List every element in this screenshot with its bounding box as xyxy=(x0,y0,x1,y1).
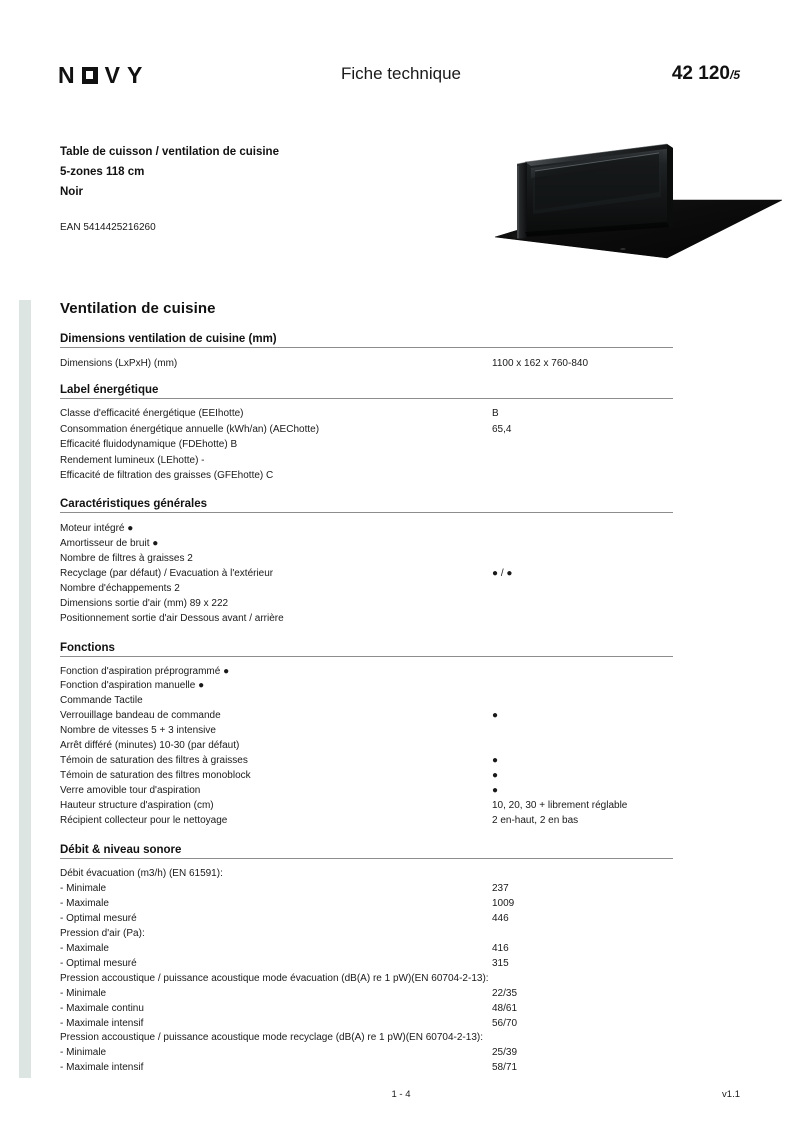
spec-label: - Maximale intensif xyxy=(60,1017,144,1029)
spec-value: 58/71 xyxy=(492,1062,518,1074)
section-airflow-noise xyxy=(60,844,673,1076)
spec-row xyxy=(60,581,673,596)
spec-row xyxy=(60,665,673,680)
spec-label: - Maximale xyxy=(60,898,109,910)
spec-row xyxy=(60,754,673,769)
spec-value: B xyxy=(492,408,499,419)
page-number: 1 - 4 xyxy=(391,1089,411,1100)
spec-value: 56/70 xyxy=(492,1017,518,1029)
specifications-content xyxy=(60,300,673,1076)
product-image xyxy=(487,140,782,260)
spec-label: Hauteur structure d'aspiration (cm) xyxy=(60,799,214,811)
logo-letter-v: V xyxy=(104,61,120,88)
section-heading: Débit & niveau sonore xyxy=(60,844,673,859)
spec-value: ● xyxy=(492,710,499,722)
spec-row xyxy=(60,1031,673,1046)
spec-label: Commande Tactile xyxy=(60,695,143,707)
section-rows xyxy=(60,513,673,626)
section-rows xyxy=(60,859,673,1076)
spec-row xyxy=(60,799,673,814)
section-rows xyxy=(60,348,673,371)
section-heading: Label énergétique xyxy=(60,384,673,399)
section-heading: Dimensions ventilation de cuisine (mm) xyxy=(60,333,673,348)
section-block-title: Ventilation de cuisine xyxy=(60,300,216,317)
article-number xyxy=(672,63,740,85)
spec-label: Fonction d'aspiration préprogrammé ● xyxy=(60,665,230,677)
spec-label: Classe d'efficacité énergétique (EEIhotte) xyxy=(60,408,244,419)
spec-row xyxy=(60,867,673,882)
spec-row xyxy=(60,536,673,551)
spec-row xyxy=(60,1002,673,1017)
spec-value: 2 en-haut, 2 en bas xyxy=(492,814,579,826)
spec-row xyxy=(60,468,673,484)
spec-row xyxy=(60,912,673,927)
spec-label: - Optimal mesuré xyxy=(60,957,137,969)
spec-value: ● xyxy=(492,754,499,766)
spec-label: Arrêt différé (minutes) 10-30 (par défaut) xyxy=(60,740,240,752)
spec-label: Rendement lumineux (LEhotte) - xyxy=(60,454,205,466)
spec-label: Pression accoustique / puissance acoustique mode recyclage (dB(A) re 1 pW)(EN 60704-2-13): xyxy=(60,1032,483,1044)
spec-row xyxy=(60,521,673,536)
spec-label: Efficacité de filtration des graisses (GFEhotte) C xyxy=(60,470,274,481)
section-dimensions xyxy=(60,333,673,371)
spec-label: Pression accoustique / puissance acoustique mode évacuation (dB(A) re 1 pW)(EN 60704-2-13): xyxy=(60,972,489,984)
product-size-line: 5-zones 118 cm xyxy=(60,166,145,178)
article-number-main: 42 120 xyxy=(671,63,730,84)
spec-label: Récipient collecteur pour le nettoyage xyxy=(60,814,228,826)
spec-value: 237 xyxy=(492,883,509,895)
spec-value: 65,4 xyxy=(492,423,512,435)
spec-label: Positionnement sortie d'air Dessous avant / arrière xyxy=(60,612,284,624)
spec-label: - Optimal mesuré xyxy=(60,913,137,925)
spec-label: Témoin de saturation des filtres à graisses xyxy=(60,754,248,766)
section-rows xyxy=(60,399,673,484)
spec-row xyxy=(60,1061,673,1076)
spec-row xyxy=(60,987,673,1002)
spec-value: 1009 xyxy=(492,898,515,910)
spec-row xyxy=(60,709,673,724)
section-functions xyxy=(60,642,673,829)
spec-label: Consommation énergétique annuelle (kWh/an) (AEChotte) xyxy=(60,423,320,435)
spec-label: Débit évacuation (m3/h) (EN 61591): xyxy=(60,868,223,880)
downdraft-hood-illustration xyxy=(487,140,782,260)
spec-value: 25/39 xyxy=(492,1047,518,1059)
spec-label: - Minimale xyxy=(60,1047,107,1059)
article-number-suffix: /5 xyxy=(729,68,740,82)
spec-row xyxy=(60,453,673,469)
spec-row xyxy=(60,1046,673,1061)
spec-label: Nombre de filtres à graisses 2 xyxy=(60,552,193,564)
spec-label: Fonction d'aspiration manuelle ● xyxy=(60,680,205,692)
spec-value: ● xyxy=(492,769,499,781)
spec-row xyxy=(60,356,673,371)
spec-value: ● xyxy=(492,784,499,796)
spec-row xyxy=(60,739,673,754)
spec-value: 1100 x 162 x 760-840 xyxy=(492,358,589,369)
spec-row xyxy=(60,769,673,784)
product-type-line: Table de cuisson / ventilation de cuisine xyxy=(60,146,279,158)
section-heading: Fonctions xyxy=(60,642,673,657)
spec-label: Dimensions (LxPxH) (mm) xyxy=(60,358,178,369)
spec-label: Verrouillage bandeau de commande xyxy=(60,710,221,722)
page-header xyxy=(0,62,802,96)
spec-row xyxy=(60,882,673,897)
spec-row xyxy=(60,551,673,566)
spec-value: 22/35 xyxy=(492,987,518,999)
spec-label: Amortisseur de bruit ● xyxy=(60,537,159,549)
spec-row xyxy=(60,611,673,626)
logo-letter-n: N xyxy=(58,61,75,88)
spec-row xyxy=(60,437,673,453)
spec-label: Témoin de saturation des filtres monoblock xyxy=(60,769,251,781)
spec-row xyxy=(60,897,673,912)
spec-row xyxy=(60,406,673,422)
spec-label: Recyclage (par défaut) / Evacuation à l'extérieur xyxy=(60,567,274,579)
page-footer xyxy=(0,1089,802,1105)
section-heading: Caractéristiques générales xyxy=(60,498,673,513)
spec-value: ● / ● xyxy=(492,567,513,579)
spec-row xyxy=(60,1017,673,1032)
spec-value: 315 xyxy=(492,957,509,969)
spec-row xyxy=(60,784,673,799)
section-energy-label xyxy=(60,384,673,484)
spec-label: - Maximale xyxy=(60,943,109,954)
spec-row xyxy=(60,724,673,739)
spec-label: - Maximale continu xyxy=(60,1002,144,1014)
spec-row xyxy=(60,422,673,438)
spec-row xyxy=(60,927,673,942)
spec-row xyxy=(60,566,673,581)
spec-value: 416 xyxy=(492,943,509,954)
spec-label: Nombre de vitesses 5 + 3 intensive xyxy=(60,725,216,737)
spec-row xyxy=(60,814,673,829)
spec-row xyxy=(60,596,673,611)
spec-value: 10, 20, 30 + librement réglable xyxy=(492,799,628,811)
spec-value: 446 xyxy=(492,913,509,925)
document-version: v1.1 xyxy=(722,1089,740,1100)
spec-label: - Maximale intensif xyxy=(60,1062,144,1074)
ean-code: EAN 5414425216260 xyxy=(60,222,156,233)
spec-row xyxy=(60,679,673,694)
spec-row xyxy=(60,694,673,709)
spec-label: Dimensions sortie d'air (mm) 89 x 222 xyxy=(60,597,229,609)
product-description xyxy=(60,142,460,202)
product-color-line: Noir xyxy=(60,186,83,198)
spec-row xyxy=(60,972,673,987)
spec-label: - Minimale xyxy=(60,883,107,895)
spec-value: 48/61 xyxy=(492,1002,518,1014)
spec-label: Nombre d'échappements 2 xyxy=(60,582,180,594)
spec-row xyxy=(60,957,673,972)
section-general-characteristics xyxy=(60,498,673,626)
spec-label: Efficacité fluidodynamique (FDEhotte) B xyxy=(60,439,238,450)
spec-label: - Minimale xyxy=(60,987,107,999)
spec-row xyxy=(60,942,673,957)
spec-label: Verre amovible tour d'aspiration xyxy=(60,784,201,796)
logo-letter-y: Y xyxy=(126,61,143,88)
spec-label: Pression d'air (Pa): xyxy=(60,928,145,940)
left-accent-bar xyxy=(19,300,31,1078)
page-title: Fiche technique xyxy=(340,64,462,83)
section-rows xyxy=(60,657,673,829)
spec-label: Moteur intégré ● xyxy=(60,522,134,534)
